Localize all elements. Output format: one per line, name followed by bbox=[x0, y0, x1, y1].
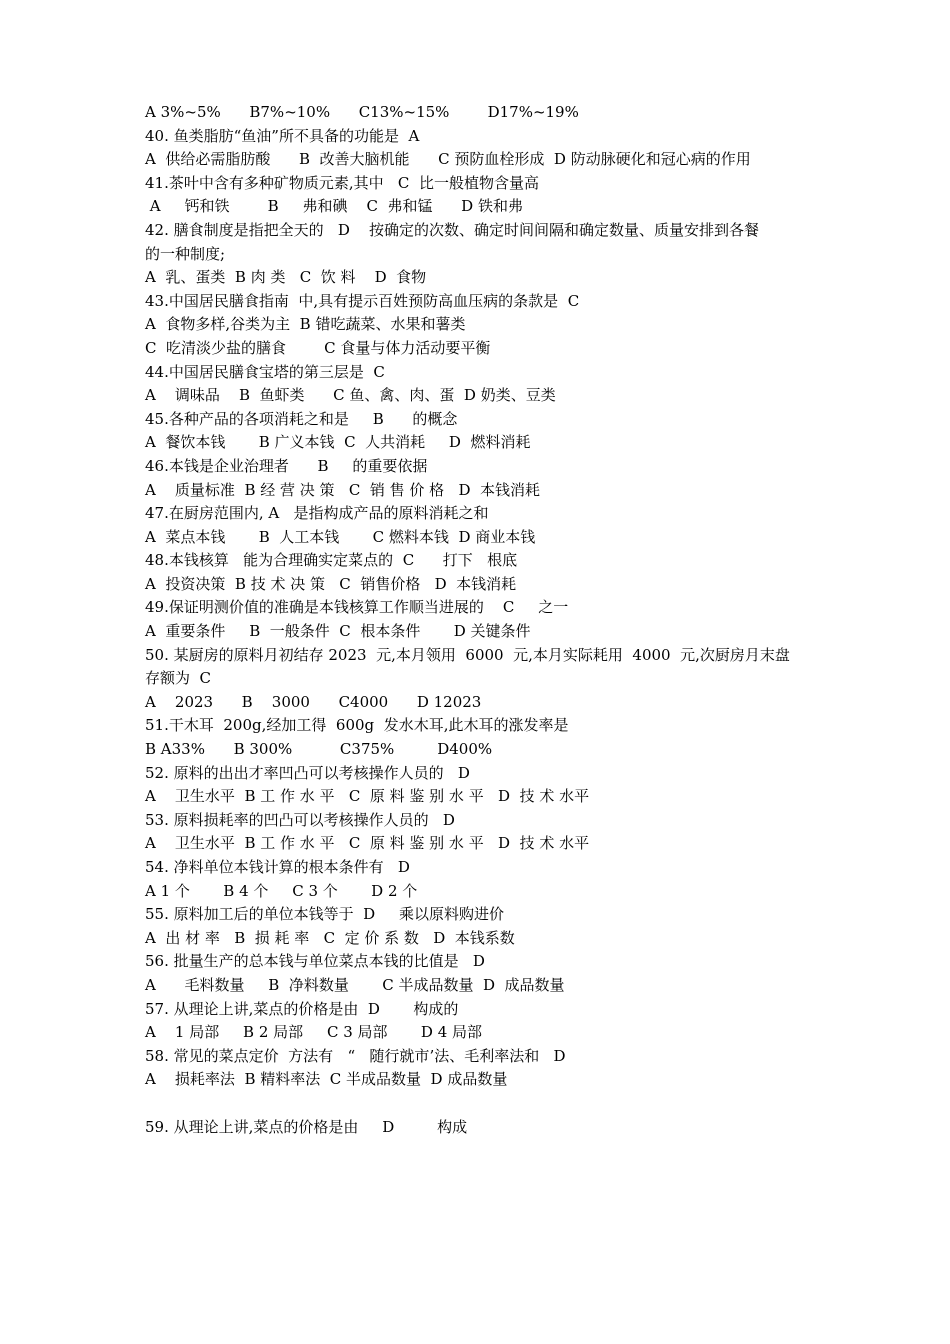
text-line: 44.中国居民膳食宝塔的第三层是 C bbox=[145, 362, 385, 381]
text-line: A 钙和铁 B 弗和碘 C 弗和锰 D 铁和弗 bbox=[145, 197, 523, 216]
text-line: 的一种制度; bbox=[145, 244, 226, 263]
text-line: 45.各种产品的各项消耗之和是 B 的概念 bbox=[145, 409, 458, 428]
text-line: A 卫生水平 B 工 作 水 平 C 原 料 鉴 别 水 平 D 技 术 水平 bbox=[145, 834, 590, 853]
text-line: A 菜点本钱 B 人工本钱 C 燃料本钱 D 商业本钱 bbox=[145, 527, 536, 546]
text-line: A 3%~5% B7%~10% C13%~15% D17%~19% bbox=[145, 103, 579, 121]
text-line: A 餐饮本钱 B 广义本钱 C 人共消耗 D 燃料消耗 bbox=[145, 433, 531, 452]
text-line: 40. 鱼类脂肪“鱼油”所不具备的功能是 A bbox=[145, 126, 420, 145]
text-line: A 出 材 率 B 损 耗 率 C 定 价 系 数 D 本钱系数 bbox=[145, 928, 515, 947]
text-line: 46.本钱是企业治理者 B 的重要依据 bbox=[145, 456, 428, 475]
text-line: 存额为 C bbox=[145, 669, 212, 688]
text-line: A 损耗率法 B 精料率法 C 半成品数量 D 成品数量 bbox=[145, 1070, 508, 1089]
document-page bbox=[145, 101, 815, 1139]
text-line: A 供给必需脂肪酸 B 改善大脑机能 C 预防血栓形成 D 防动脉硬化和冠心病的作用 bbox=[145, 150, 751, 169]
text-line: C 吃清淡少盐的膳食 C 食量与体力活动要平衡 bbox=[145, 338, 491, 357]
text-line: 52. 原料的出出才率凹凸可以考核操作人员的 D bbox=[145, 763, 470, 782]
text-line: 49.保证明测价值的准确是本钱核算工作顺当进展的 C 之一 bbox=[145, 598, 569, 617]
text-line: 59. 从理论上讲,菜点的价格是由 D 构成 bbox=[145, 1117, 468, 1136]
text-line: A 投资决策 B 技 术 决 策 C 销售价格 D 本钱消耗 bbox=[145, 574, 517, 593]
text-line: 57. 从理论上讲,菜点的价格是由 D 构成的 bbox=[145, 999, 459, 1018]
text-line: 41.茶叶中含有多种矿物质元素,其中 C 比一般植物含量高 bbox=[145, 173, 539, 192]
text-line: A 2023 B 3000 C4000 D 12023 bbox=[145, 692, 482, 711]
text-line: A 质量标准 B 经 营 决 策 C 销 售 价 格 D 本钱消耗 bbox=[145, 480, 541, 499]
text-line: A 1 局部 B 2 局部 C 3 局部 D 4 局部 bbox=[145, 1023, 483, 1042]
text-line: 43.中国居民膳食指南 中,具有提示百姓预防高血压病的条款是 C bbox=[145, 291, 580, 310]
text-line: 42. 膳食制度是指把全天的 D 按确定的次数、确定时间间隔和确定数量、质量安排到各餐 bbox=[145, 220, 760, 239]
text-line: A 食物多样,谷类为主 B 错吃蔬菜、水果和薯类 bbox=[145, 315, 466, 334]
text-line: 54. 净料单位本钱计算的根本条件有 D bbox=[145, 858, 410, 876]
text-line: A 重要条件 B 一般条件 C 根本条件 D 关键条件 bbox=[145, 622, 531, 641]
text-line: A 调味品 B 鱼虾类 C 鱼、禽、肉、蛋 D 奶类、豆类 bbox=[145, 386, 556, 405]
text-line: A 毛料数量 B 净料数量 C 半成品数量 D 成品数量 bbox=[145, 975, 565, 994]
text-line bbox=[145, 1092, 815, 1116]
text-line: 55. 原料加工后的单位本钱等于 D 乘以原料购进价 bbox=[145, 905, 505, 924]
text-line: 47.在厨房范围内, A 是指构成产品的原料消耗之和 bbox=[145, 504, 489, 523]
text-line: B A33% B 300% C375% D400% bbox=[145, 740, 493, 759]
text-line: 53. 原料损耗率的凹凸可以考核操作人员的 D bbox=[145, 810, 455, 829]
text-line: 51.干木耳 200g,经加工得 600g 发水木耳,此木耳的涨发率是 bbox=[145, 716, 569, 735]
text-line: 56. 批量生产的总本钱与单位菜点本钱的比值是 D bbox=[145, 952, 485, 971]
text-line: A 卫生水平 B 工 作 水 平 C 原 料 鉴 别 水 平 D 技 术 水平 bbox=[145, 787, 590, 806]
text-line: 58. 常见的菜点定价 方法有 “ 随行就市’法、毛利率法和 D bbox=[145, 1046, 566, 1065]
text-line: A 乳、蛋类 B 肉 类 C 饮 料 D 食物 bbox=[145, 268, 427, 287]
text-line: 50. 某厨房的原料月初结存 2023 元,本月领用 6000 元,本月实际耗用 4000 元,次厨房月末盘 bbox=[145, 645, 790, 664]
text-line: 48.本钱核算 能为合理确实定菜点的 C 打下 根底 bbox=[145, 551, 518, 570]
text-line: A 1 个 B 4 个 C 3 个 D 2 个 bbox=[145, 881, 418, 900]
